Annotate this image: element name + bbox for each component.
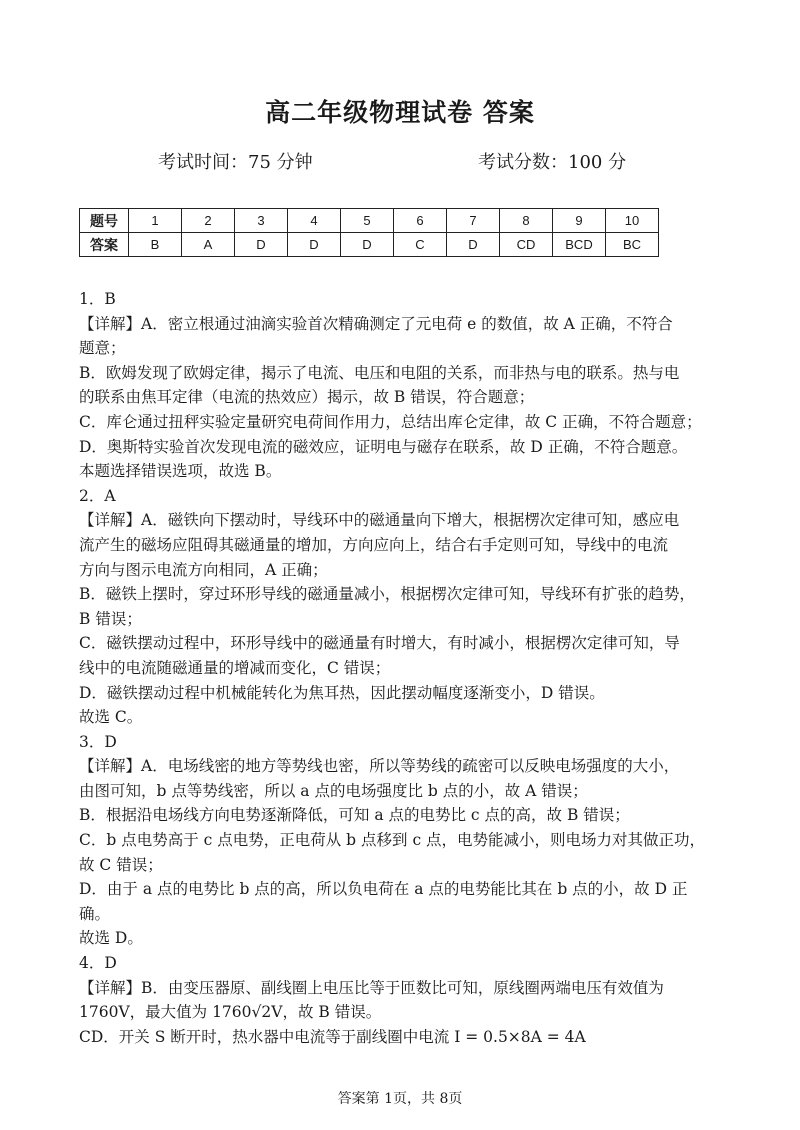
question-number: 10 xyxy=(606,209,659,233)
text-line: C．磁铁摆动过程中，环形导线中的磁通量有时增大，有时减小，根据楞次定律可知，导 xyxy=(79,634,680,653)
text-line: 【详解】A．磁铁向下摆动时，导线环中的磁通量向下增大，根据楞次定律可知，感应电 xyxy=(79,511,680,530)
text-line: B 错误； xyxy=(79,609,142,628)
page-footer: 答案第 1页，共 8页 xyxy=(337,1091,463,1107)
question-number: 4 xyxy=(288,209,341,233)
answer-row xyxy=(80,233,659,257)
text-line: 由图可知，b 点等势线密，所以 a 点的电场强度比 b 点的小，故 A 错误； xyxy=(79,781,588,800)
text-line: 确。 xyxy=(79,904,111,923)
text-line: CD．开关 S 断开时，热水器中电流等于副线圈中电流 I = 0.5×8A = 4A xyxy=(79,1027,586,1046)
text-line: 3．D xyxy=(79,732,117,751)
answer-cell: D xyxy=(447,233,500,257)
text-line: 线中的电流随磁通量的增减而变化，C 错误； xyxy=(79,658,391,677)
text-line: 题意； xyxy=(79,339,126,358)
text-line: 流产生的磁场应阻碍其磁通量的增加，方向应向上，结合右手定则可知，导线中的电流 xyxy=(79,535,669,554)
question-number: 8 xyxy=(500,209,553,233)
question-number: 9 xyxy=(553,209,606,233)
question-number-row xyxy=(80,209,659,233)
text-line: 本题选择错误选项，故选 B。 xyxy=(79,462,282,481)
row-label-answer: 答案 xyxy=(80,233,129,257)
question-number: 2 xyxy=(182,209,235,233)
row-label-question: 题号 xyxy=(80,209,129,233)
text-line: D．由于 a 点的电势比 b 点的高，所以负电荷在 a 点的电势能比其在 b 点的小，故 D 正 xyxy=(79,880,688,899)
text-line: B．磁铁上摆时，穿过环形导线的磁通量减小，根据楞次定律可知，导线环有扩张的趋势， xyxy=(79,585,695,604)
answer-cell: CD xyxy=(500,233,553,257)
text-line: D．磁铁摆动过程中机械能转化为焦耳热，因此摆动幅度逐渐变小，D 错误。 xyxy=(79,683,605,702)
text-line: 1．B xyxy=(79,290,116,308)
question-number: 6 xyxy=(394,209,447,233)
question-number: 3 xyxy=(235,209,288,233)
answer-cell: A xyxy=(182,233,235,257)
text-line: 故选 C。 xyxy=(79,708,143,727)
text-line: 的联系由焦耳定律（电流的热效应）揭示，故 B 错误，符合题意； xyxy=(79,388,535,407)
exam-time: 考试时间：75 分钟 xyxy=(158,152,313,173)
answer-cell: B xyxy=(129,233,182,257)
answer-cell: D xyxy=(288,233,341,257)
text-line: B．欧姆发现了欧姆定律，揭示了电流、电压和电阻的关系，而非热与电的联系。热与电 xyxy=(79,363,680,382)
text-line: 【详解】A．密立根通过油滴实验首次精确测定了元电荷 e 的数值，故 A 正确，不符合 xyxy=(79,314,673,333)
text-line: 1760V，最大值为 1760√2V，故 B 错误。 xyxy=(79,1003,382,1022)
text-line: 方向与图示电流方向相同，A 正确； xyxy=(79,560,328,579)
text-line: 4．D xyxy=(79,954,117,973)
answer-cell: D xyxy=(235,233,288,257)
answer-cell: BC xyxy=(606,233,659,257)
question-number: 5 xyxy=(341,209,394,233)
answer-explanations xyxy=(79,287,724,1049)
question-number: 1 xyxy=(129,209,182,233)
question-number: 7 xyxy=(447,209,500,233)
text-line: 故选 D。 xyxy=(79,929,143,948)
answer-cell: BCD xyxy=(553,233,606,257)
text-line: 2．A xyxy=(79,486,116,505)
answer-cell: C xyxy=(394,233,447,257)
answer-cell: D xyxy=(341,233,394,257)
text-line: D．奥斯特实验首次发现电流的磁效应，证明电与磁存在联系，故 D 正确，不符合题意。 xyxy=(79,437,688,456)
exam-score: 考试分数：100 分 xyxy=(478,152,627,173)
text-line: 【详解】A．电场线密的地方等势线也密，所以等势线的疏密可以反映电场强度的大小， xyxy=(79,757,680,776)
text-line: 故 C 错误； xyxy=(79,855,163,874)
answer-table xyxy=(79,208,659,257)
text-line: 【详解】B．由变压器原、副线圈上电压比等于匝数比可知，原线圈两端电压有效值为 xyxy=(79,978,664,997)
text-line: C．库仑通过扭秤实验定量研究电荷间作用力，总结出库仑定律，故 C 正确，不符合题意； xyxy=(79,412,702,431)
page-title: 高二年级物理试卷 答案 xyxy=(265,98,535,127)
text-line: B．根据沿电场线方向电势逐渐降低，可知 a 点的电势比 c 点的高，故 B 错误； xyxy=(79,806,630,825)
text-line: C．b 点电势高于 c 点电势，正电荷从 b 点移到 c 点，电势能减小，则电场力对其做正功， xyxy=(79,831,706,850)
